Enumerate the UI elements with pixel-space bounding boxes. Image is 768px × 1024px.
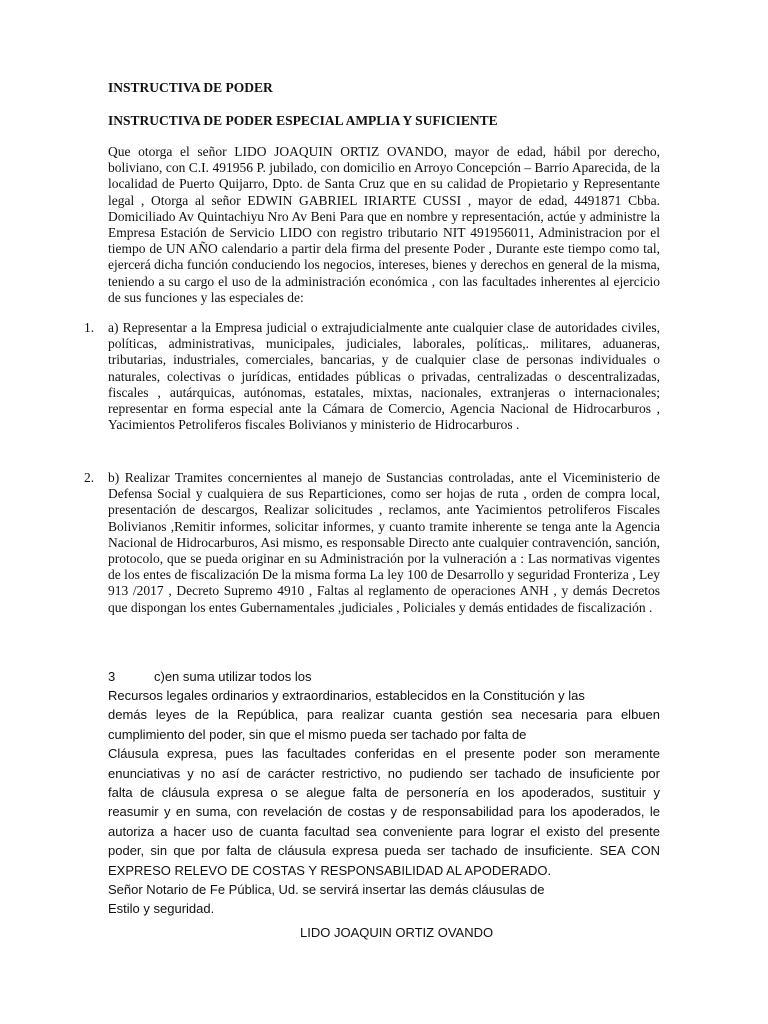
- item-3-line: enunciativas y no así de carácter restrictivo, no pudiendo ser tachado de insuficiente por: [108, 765, 660, 781]
- signature-name: LIDO JOAQUIN ORTIZ OVANDO: [300, 925, 494, 940]
- intro-paragraph: Que otorga el señor LIDO JOAQUIN ORTIZ OVANDO, mayor de edad, hábil por derecho, boliviano, con C.I. 491956 P. jubilado, con domicilio en Arroyo Concepción – Barrio Aparecida, de la localidad de Puerto Quijarro, Dpto. de Santa Cruz que en su calidad de Propietario y Representante legal , Otorga al señor EDWIN GABRIEL IRIARTE CUSSI , mayor de edad, 4491871 Cbba. Domiciliado Av Quintachiyu Nro Av Beni Para que en nombre y representación, actúe y administre la Empresa Estación de Servicio LIDO con registro tributario NIT 491956011, Administracion por el tiempo de UN AÑO calendario a partir dela firma del presente Poder , Durante este tiempo como tal, ejercerá dicha función conduciendo los negocios, intereses, bienes y derechos en general de la misma, teniendo a su cargo el uso de la administración económica , con las facultades inherentes al ejercicio de sus funciones y las especiales de:: [108, 144, 660, 305]
- item-3-line: falta de cláusula expresa o se alegue falta de personería en los apoderados, sustituir y: [108, 785, 660, 801]
- item-3-line: demás leyes de la República, para realizar cuanta gestión sea necesaria para elbuen: [108, 707, 660, 723]
- item-2-number: 2.: [84, 470, 95, 485]
- item-3-line: poder, sin que por falta de cláusula expresa pueda ser tachado de insuficiente. SEA CON: [108, 843, 660, 859]
- item-3-line: reasumir y en suma, con revelación de costas y de responsabilidad para los apoderados, le: [108, 804, 660, 820]
- document-title: INSTRUCTIVA DE PODER: [108, 80, 273, 95]
- item-2-paragraph: b) Realizar Tramites concernientes al manejo de Sustancias controladas, ante el Viceministerio de Defensa Social y cualquiera de sus Reparticiones, como ser hojas de ruta , orden de compra local, presentación de descargos, Realizar solicitudes , reclamos, ante Yacimientos petroliferos Fiscales Bolivianos ,Remitir informes, solicitar informes, y cuanto tramite inherente se tenga ante la Agencia Nacional de Hidrocarburos, Asi mismo, es responsable Directo ante cualquier contravención, sanción, protocolo, que se pueda originar en su Administración por la vulneración a : Las normativas vigentes de los entes de fiscalización De la misma forma La ley 100 de Desarrollo y seguridad Fronteriza , Ley 913 /2017 , Decreto Supremo 4910 , Faltas al reglamento de operaciones ANH , y demás Decretos que dispongan los entes Gubernamentales ,judiciales , Policiales y demás entidades de fiscalización .: [108, 470, 660, 615]
- item-3-body: [108, 686, 660, 919]
- item-3-line: autoriza a hacer uso de cuanta facultad sea conveniente para lograr el existo del presente: [108, 823, 660, 839]
- item-3-number: 3: [108, 669, 116, 684]
- item-3-heading: [108, 667, 312, 686]
- item-1-number: 1.: [84, 320, 95, 335]
- item-1-paragraph: a) Representar a la Empresa judicial o extrajudicialmente ante cualquier clase de autoridades civiles, políticas, administrativas, municipales, judiciales, laborales, políticas,. militares, aduaneras, tributarias, industriales, comerciales, bancarias, y de cualquier clase de personas individuales o naturales, colectivas o jurídicas, entidades públicas o privadas, centralizadas o descentralizadas, fiscales , autárquicas, autónomas, estatales, mixtas, nacionales, extranjeras o internacionales; representar en forma especial ante la Cámara de Comercio, Agencia Nacional de Hidrocarburos , Yacimientos Petroliferos fiscales Bolivianos y ministerio de Hidrocarburos .: [108, 320, 660, 433]
- item-3-line: Cláusula expresa, pues las facultades conferidas en el presente poder son meramente: [108, 746, 660, 762]
- item-3-line: EXPRESO RELEVO DE COSTAS Y RESPONSABILIDAD AL APODERADO.: [108, 862, 552, 878]
- item-3-heading-text: c)en suma utilizar todos los: [154, 669, 312, 684]
- item-3-line: Estilo y seguridad.: [108, 901, 215, 917]
- item-3-line: Recursos legales ordinarios y extraordinarios, establecidos en la Constitución y las: [108, 688, 585, 703]
- item-3-line: Señor Notario de Fe Pública, Ud. se servirá insertar las demás cláusulas de: [108, 882, 545, 898]
- item-3-line: cumplimiento del poder, sin que el mismo pueda ser tachado por falta de: [108, 726, 527, 742]
- document-subtitle: INSTRUCTIVA DE PODER ESPECIAL AMPLIA Y SUFICIENTE: [108, 113, 498, 128]
